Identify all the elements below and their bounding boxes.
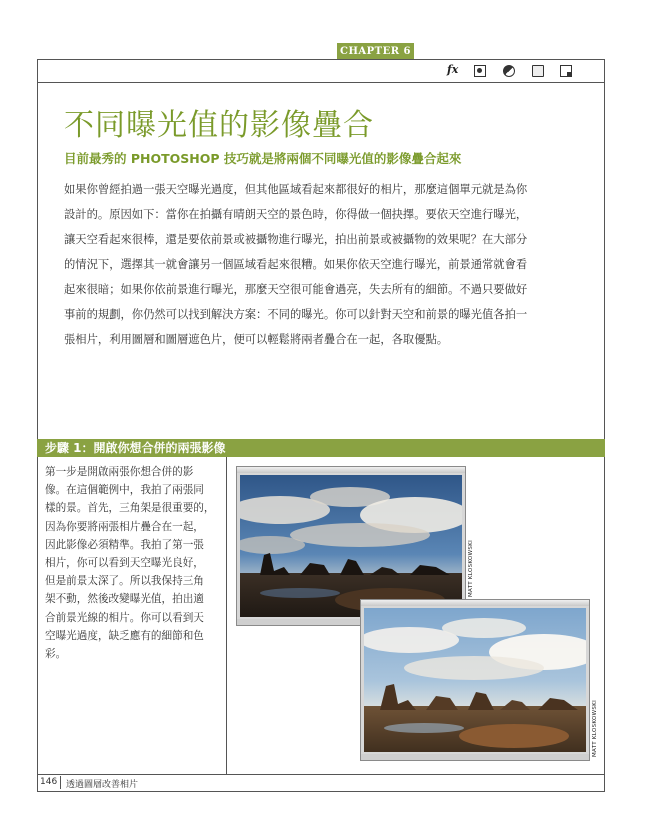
new-layer-icon: [560, 65, 572, 77]
page-title: 不同曝光值的影像疊合: [64, 108, 374, 143]
step-line: 因此影像必須精準。我拍了第一張: [45, 538, 204, 551]
step-line: 像。在這個範例中，我拍了兩張同: [45, 484, 204, 497]
intro-line: 起來很暗；如果你依前景進行曝光，那麼天空很可能會過亮，失去所有的細節。不過只要做好: [64, 283, 528, 296]
step-line: 第一步是開啟兩張你想合併的影: [45, 466, 194, 478]
intro-paragraph: [64, 177, 592, 352]
adjustment-layer-icon: [503, 65, 515, 77]
intro-line: 讓天空看起來很棒，還是要依前景或被攝物進行曝光，拍出前景或被攝物的效果呢？在大部分: [64, 233, 528, 246]
intro-line: 的情況下，選擇其一就會讓另一個區域看起來很糟。如果你依天空進行曝光，前景通常就會看: [64, 258, 528, 271]
page-subtitle: 目前最秀的 PHOTOSHOP 技巧就是將兩個不同曝光值的影像疊合起來: [64, 151, 462, 166]
photoshop-window-foreground-exposure: [360, 599, 590, 761]
landscape-photo-dark-foreground: [240, 475, 462, 617]
page-number: 146: [40, 777, 58, 787]
step-line: 空曝光過度，缺乏應有的細節和色: [45, 629, 204, 642]
step-line: 合前景光線的相片。你可以看到天: [45, 611, 204, 624]
column-divider: [226, 457, 227, 774]
photo-credit: MATT KLOSKOWSKI: [468, 540, 474, 598]
footer-section-title: 透過圖層改善相片: [66, 780, 139, 790]
photoshop-toolbar-strip: [37, 59, 605, 83]
photo-credit: MATT KLOSKOWSKI: [592, 700, 598, 758]
step-line: 架不動，然後改變曝光值，拍出適: [45, 593, 204, 606]
intro-line: 如果你曾經拍過一張天空曝光過度，但其他區域看起來都很好的相片，那麼這個單元就是為你: [64, 183, 528, 196]
footer-separator: [60, 776, 61, 789]
window-statusbar: [361, 754, 589, 760]
intro-line: 設計的。原因如下：當你在拍攝有晴朗天空的景色時，你得做一個抉擇。要依天空進行曝光，: [64, 208, 528, 221]
step-line: 但是前景太深了。所以我保持三角: [45, 575, 204, 588]
step-body: [45, 463, 221, 663]
folder-icon: [532, 65, 544, 77]
step-line: 因為你要將兩張相片疊合在一起，: [45, 520, 204, 533]
step-line: 樣的景。首先，三角架是很重要的，: [45, 502, 215, 515]
window-titlebar: [237, 467, 465, 473]
layer-mask-icon: [474, 65, 486, 77]
footer-rule: [37, 774, 605, 775]
intro-line: 事前的規劃，你仍然可以找到解決方案：不同的曝光。你可以針對天空和前景的曝光值各拍一: [64, 308, 528, 321]
step-title: 步驟 1：開啟你想合併的兩張影像: [45, 441, 226, 455]
chapter-tab: CHAPTER 6: [337, 43, 414, 59]
step-line: 彩。: [45, 648, 67, 661]
fx-icon: fx: [447, 63, 459, 76]
step-line: 相片，你可以看到天空曝光良好，: [45, 557, 204, 570]
landscape-photo-bright-sky: [364, 608, 586, 752]
intro-line: 張相片，利用圖層和圖層遮色片，便可以輕鬆將兩者疊合在一起，各取優點。: [64, 333, 449, 346]
window-titlebar: [361, 600, 589, 606]
